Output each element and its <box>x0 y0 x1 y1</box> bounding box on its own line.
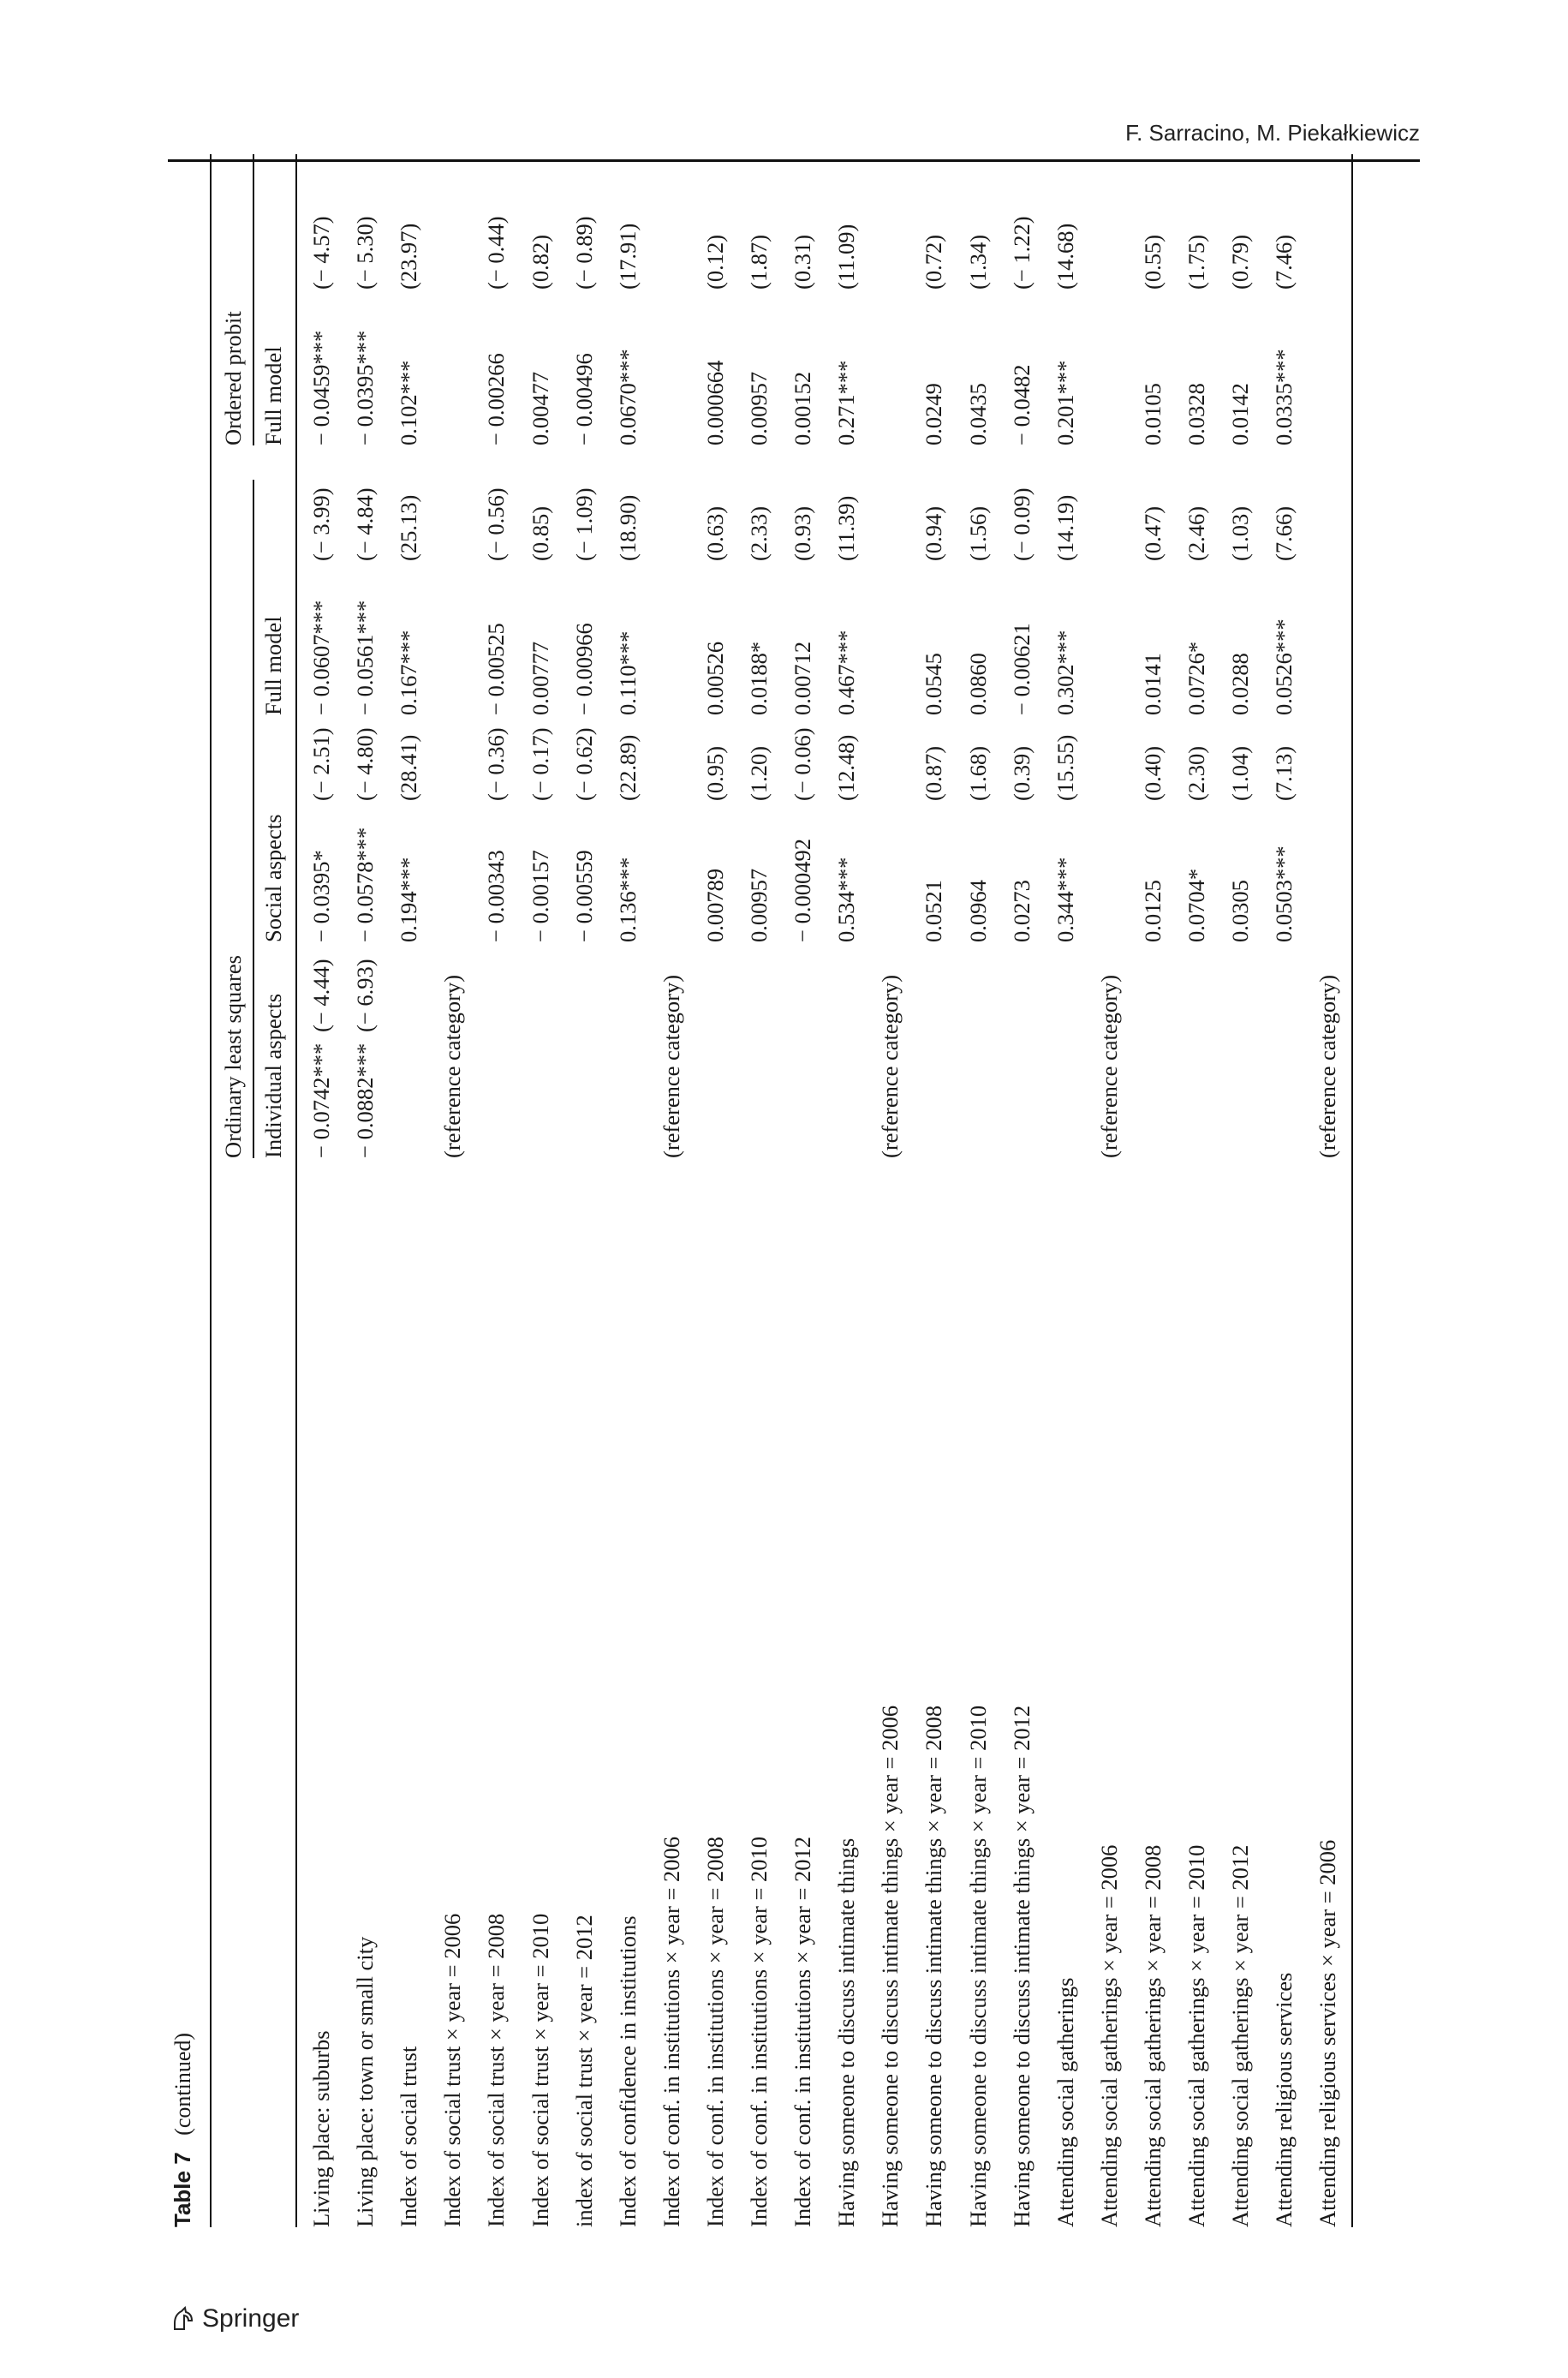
cell-fp-c: 0.0435 <box>964 383 991 445</box>
row-label: Attending social gatherings × year = 2006 <box>1095 1844 1122 2227</box>
table-row <box>397 154 441 2227</box>
cell-soc-t: (0.87) <box>921 745 947 801</box>
cell-fp-t: (− 5.30) <box>352 216 379 290</box>
row-label: Index of conf. in institutions × year = 2012 <box>790 1836 816 2227</box>
cell-fp-c: − 0.0395*** <box>352 330 379 445</box>
table-row <box>748 154 791 2227</box>
header-social-aspects: Social aspects <box>260 814 286 942</box>
cell-soc-t: (15.55) <box>1052 734 1078 801</box>
table-row <box>1185 154 1229 2227</box>
cell-soc-c: − 0.00343 <box>483 850 510 942</box>
cell-soc-c: 0.00957 <box>746 868 772 942</box>
cell-soc-t: (12.48) <box>833 734 860 801</box>
cell-fo-t: (2.33) <box>746 505 772 561</box>
cell-fo-c: 0.00712 <box>790 641 816 715</box>
row-label: Living place: town or small city <box>352 1936 379 2227</box>
cell-fp-c: 0.201*** <box>1052 360 1078 445</box>
cell-fo-t: (0.93) <box>790 505 816 561</box>
header-bottom-rule <box>295 154 297 2227</box>
cell-fp-t: (23.97) <box>396 223 422 290</box>
cell-soc-t: (1.68) <box>964 745 991 801</box>
cell-fo-c: 0.0545 <box>921 653 947 715</box>
cell-soc-c: 0.344*** <box>1052 857 1078 942</box>
cell-fo-c: 0.0860 <box>964 653 991 715</box>
table-row <box>310 154 354 2227</box>
cell-soc-c: 0.534*** <box>833 857 860 942</box>
cell-soc-t: (7.13) <box>1271 745 1297 801</box>
cell-fp-t: (11.09) <box>833 224 860 290</box>
cell-ind-c: (reference category) <box>1095 974 1122 1158</box>
cell-fp-t: (1.34) <box>964 234 991 290</box>
cell-soc-t: (− 0.06) <box>790 727 816 801</box>
cell-fo-t: (18.90) <box>614 494 641 561</box>
cell-fo-t: (25.13) <box>396 494 422 561</box>
cell-fo-t: (− 3.99) <box>308 487 334 561</box>
cell-ind-c: (reference category) <box>658 974 684 1158</box>
cell-fp-t: (0.82) <box>527 234 553 290</box>
cell-fo-c: 0.110*** <box>614 630 641 715</box>
cell-fo-c: 0.00777 <box>527 641 553 715</box>
cell-fo-c: 0.0188* <box>746 641 772 715</box>
cell-soc-c: − 0.00559 <box>570 850 597 942</box>
table-row <box>1273 154 1316 2227</box>
cell-fp-c: 0.00957 <box>746 371 772 445</box>
cell-fo-t: (− 0.09) <box>1008 487 1034 561</box>
header-full-model-probit: Full model <box>260 346 286 445</box>
table-row <box>354 154 397 2227</box>
cell-fp-c: − 0.0459*** <box>308 330 334 445</box>
row-label: Having someone to discuss intimate things × year = 2012 <box>1008 1705 1034 2227</box>
cell-fo-t: (− 4.84) <box>352 487 379 561</box>
cell-soc-t: (28.41) <box>396 734 422 801</box>
cell-fo-c: 0.0726* <box>1183 641 1209 715</box>
springer-horse-icon <box>171 2306 195 2332</box>
cell-fo-c: 0.00526 <box>701 641 728 715</box>
cell-fp-t: (0.72) <box>921 234 947 290</box>
cell-fo-c: 0.0288 <box>1227 653 1254 715</box>
cell-fp-c: 0.0670*** <box>614 349 641 445</box>
cell-soc-c: 0.0964 <box>964 880 991 942</box>
cell-soc-c: − 0.00157 <box>527 850 553 942</box>
cell-soc-t: (0.40) <box>1139 745 1166 801</box>
cell-fp-t: (1.75) <box>1183 234 1209 290</box>
cell-soc-t: (1.20) <box>746 745 772 801</box>
row-label: Attending religious services × year = 2006 <box>1315 1839 1341 2227</box>
cell-fp-c: 0.102*** <box>396 360 422 445</box>
cell-ind-c: − 0.0742*** <box>308 1043 334 1158</box>
cell-fo-t: (0.47) <box>1139 505 1166 561</box>
cell-soc-c: 0.136*** <box>614 857 641 942</box>
cell-fo-t: (7.66) <box>1271 505 1297 561</box>
row-label: Index of social trust <box>396 2046 422 2227</box>
cell-fp-c: 0.00477 <box>527 371 553 445</box>
table-top-rule <box>210 154 212 2227</box>
table-row <box>1008 154 1054 2227</box>
cell-fp-c: − 0.00496 <box>570 353 597 445</box>
cell-fp-c: 0.000664 <box>701 360 728 445</box>
row-label: Attending religious services <box>1271 1972 1297 2227</box>
row-label: Index of conf. in institutions × year = 2006 <box>658 1836 684 2227</box>
ols-span-rule <box>253 480 254 1158</box>
cell-soc-t: (0.39) <box>1008 745 1034 801</box>
row-label: Having someone to discuss intimate things × year = 2010 <box>964 1705 991 2227</box>
header-ols: Ordinary least squares <box>220 955 246 1158</box>
cell-fo-c: 0.0141 <box>1139 653 1166 715</box>
cell-fp-t: (1.87) <box>746 234 772 290</box>
table-row <box>660 154 704 2227</box>
cell-soc-c: 0.0521 <box>921 880 947 942</box>
cell-fp-t: (0.31) <box>790 234 816 290</box>
table-row <box>922 154 966 2227</box>
cell-fp-t: (0.12) <box>701 234 728 290</box>
cell-soc-t: (− 4.80) <box>352 727 379 801</box>
cell-fo-c: − 0.0561*** <box>352 600 379 715</box>
cell-fp-c: 0.0335*** <box>1271 349 1297 445</box>
cell-fo-c: − 0.00966 <box>570 623 597 715</box>
cell-soc-c: − 0.0395* <box>308 850 334 942</box>
cell-fo-t: (0.94) <box>921 505 947 561</box>
table-row <box>701 154 748 2227</box>
row-label: Attending social gatherings × year = 2008 <box>1139 1844 1166 2227</box>
cell-fp-c: 0.271*** <box>833 360 860 445</box>
row-label: Index of social trust × year = 2006 <box>439 1913 466 2227</box>
cell-soc-c: 0.0125 <box>1139 880 1166 942</box>
cell-soc-c: 0.194*** <box>396 857 422 942</box>
row-label: Attending social gatherings × year = 2010 <box>1183 1844 1209 2227</box>
probit-span-rule <box>253 154 254 445</box>
cell-fp-t: (0.55) <box>1139 234 1166 290</box>
cell-fo-c: − 0.00621 <box>1008 623 1034 715</box>
cell-ind-c: (reference category) <box>1315 974 1341 1158</box>
row-label: Index of conf. in institutions × year = 2010 <box>746 1836 772 2227</box>
cell-soc-t: (− 0.17) <box>527 727 553 801</box>
row-label: Having someone to discuss intimate things × year = 2006 <box>877 1705 903 2227</box>
header-probit: Ordered probit <box>220 311 246 445</box>
cell-fo-t: (14.19) <box>1052 494 1078 561</box>
cell-soc-t: (22.89) <box>614 734 641 801</box>
table-row <box>835 154 879 2227</box>
table-bottom-rule <box>1351 154 1353 2227</box>
cell-fp-c: 0.00152 <box>790 371 816 445</box>
cell-fp-t: (− 0.89) <box>570 216 597 290</box>
cell-soc-t: (0.95) <box>701 745 728 801</box>
cell-fo-c: 0.302*** <box>1052 630 1078 715</box>
cell-fo-c: 0.467*** <box>833 630 860 715</box>
cell-soc-t: (− 0.36) <box>483 727 510 801</box>
cell-soc-t: (− 2.51) <box>308 727 334 801</box>
cell-fp-t: (− 1.22) <box>1008 216 1034 290</box>
cell-fp-c: 0.0328 <box>1183 383 1209 445</box>
cell-soc-c: − 0.0578*** <box>352 827 379 942</box>
cell-fo-c: 0.167*** <box>396 630 422 715</box>
cell-fo-t: (2.46) <box>1183 505 1209 561</box>
row-label: Index of conf. in institutions × year = 2008 <box>701 1836 728 2227</box>
cell-fp-t: (− 0.44) <box>483 216 510 290</box>
header-individual-aspects: Individual aspects <box>260 993 286 1158</box>
table-row <box>1054 154 1098 2227</box>
cell-fp-c: − 0.0482 <box>1008 364 1034 445</box>
table-caption <box>171 2033 194 2227</box>
cell-fp-t: (0.79) <box>1227 234 1254 290</box>
cell-soc-c: 0.0273 <box>1008 880 1034 942</box>
cell-fo-c: − 0.00525 <box>483 623 510 715</box>
cell-fo-t: (0.63) <box>701 505 728 561</box>
table-row <box>1139 154 1185 2227</box>
cell-fp-c: 0.0142 <box>1227 383 1254 445</box>
cell-soc-c: 0.0305 <box>1227 880 1254 942</box>
cell-soc-t: (− 0.62) <box>570 727 597 801</box>
cell-fp-c: 0.0105 <box>1139 383 1166 445</box>
cell-soc-t: (2.30) <box>1183 745 1209 801</box>
row-label: index of social trust × year = 2012 <box>570 1915 597 2227</box>
table-label: Table 7 <box>170 2152 195 2227</box>
row-label: Index of social trust × year = 2010 <box>527 1913 553 2227</box>
cell-fo-c: − 0.0607*** <box>308 600 334 715</box>
row-label: Index of confidence in institutions <box>614 1915 641 2227</box>
table-caption-text: (continued) <box>170 2032 195 2136</box>
cell-soc-c: 0.0704* <box>1183 868 1209 942</box>
cell-soc-c: 0.00789 <box>701 868 728 942</box>
cell-fp-c: 0.0249 <box>921 383 947 445</box>
table-row <box>529 154 573 2227</box>
table-row <box>879 154 922 2227</box>
cell-fo-t: (− 1.09) <box>570 487 597 561</box>
cell-ind-c: (reference category) <box>439 974 466 1158</box>
table-row <box>485 154 528 2227</box>
table-row <box>1229 154 1273 2227</box>
cell-fp-t: (14.68) <box>1052 223 1078 290</box>
row-label: Index of social trust × year = 2008 <box>483 1913 510 2227</box>
cell-fp-t: (17.91) <box>614 223 641 290</box>
table-row <box>570 154 617 2227</box>
cell-ind-t: (− 4.44) <box>308 959 334 1032</box>
cell-fo-t: (1.56) <box>964 505 991 561</box>
running-header-authors: F. Sarracino, M. Piekałkiewicz <box>1125 120 1420 146</box>
cell-fo-t: (0.85) <box>527 505 553 561</box>
row-label: Living place: suburbs <box>308 2030 334 2227</box>
row-label: Attending social gatherings <box>1052 1977 1078 2227</box>
cell-fp-t: (7.46) <box>1271 234 1297 290</box>
row-label: Attending social gatherings × year = 2012 <box>1227 1844 1254 2227</box>
publisher-name: Springer <box>202 2304 300 2333</box>
cell-ind-t: (− 6.93) <box>352 959 379 1032</box>
row-label: Having someone to discuss intimate things <box>833 1837 860 2227</box>
table-row <box>614 154 660 2227</box>
cell-soc-t: (1.04) <box>1227 745 1254 801</box>
cell-fo-t: (11.39) <box>833 495 860 561</box>
cell-fo-c: 0.0526*** <box>1271 618 1297 715</box>
cell-fp-t: (− 4.57) <box>308 216 334 290</box>
cell-fp-c: − 0.00266 <box>483 353 510 445</box>
header-full-model-ols: Full model <box>260 616 286 715</box>
cell-soc-c: 0.0503*** <box>1271 845 1297 942</box>
table-row <box>791 154 835 2227</box>
table-row <box>964 154 1011 2227</box>
cell-ind-c: − 0.0882*** <box>352 1043 379 1158</box>
cell-ind-c: (reference category) <box>877 974 903 1158</box>
cell-fo-t: (− 0.56) <box>483 487 510 561</box>
publisher-footer <box>171 2304 299 2333</box>
table-row <box>441 154 485 2227</box>
rotated-table <box>171 154 1370 2227</box>
table-row <box>1316 154 1360 2227</box>
table-row <box>1095 154 1142 2227</box>
cell-fo-t: (1.03) <box>1227 505 1254 561</box>
row-label: Having someone to discuss intimate things × year = 2008 <box>921 1705 947 2227</box>
cell-soc-c: − 0.000492 <box>790 839 816 942</box>
